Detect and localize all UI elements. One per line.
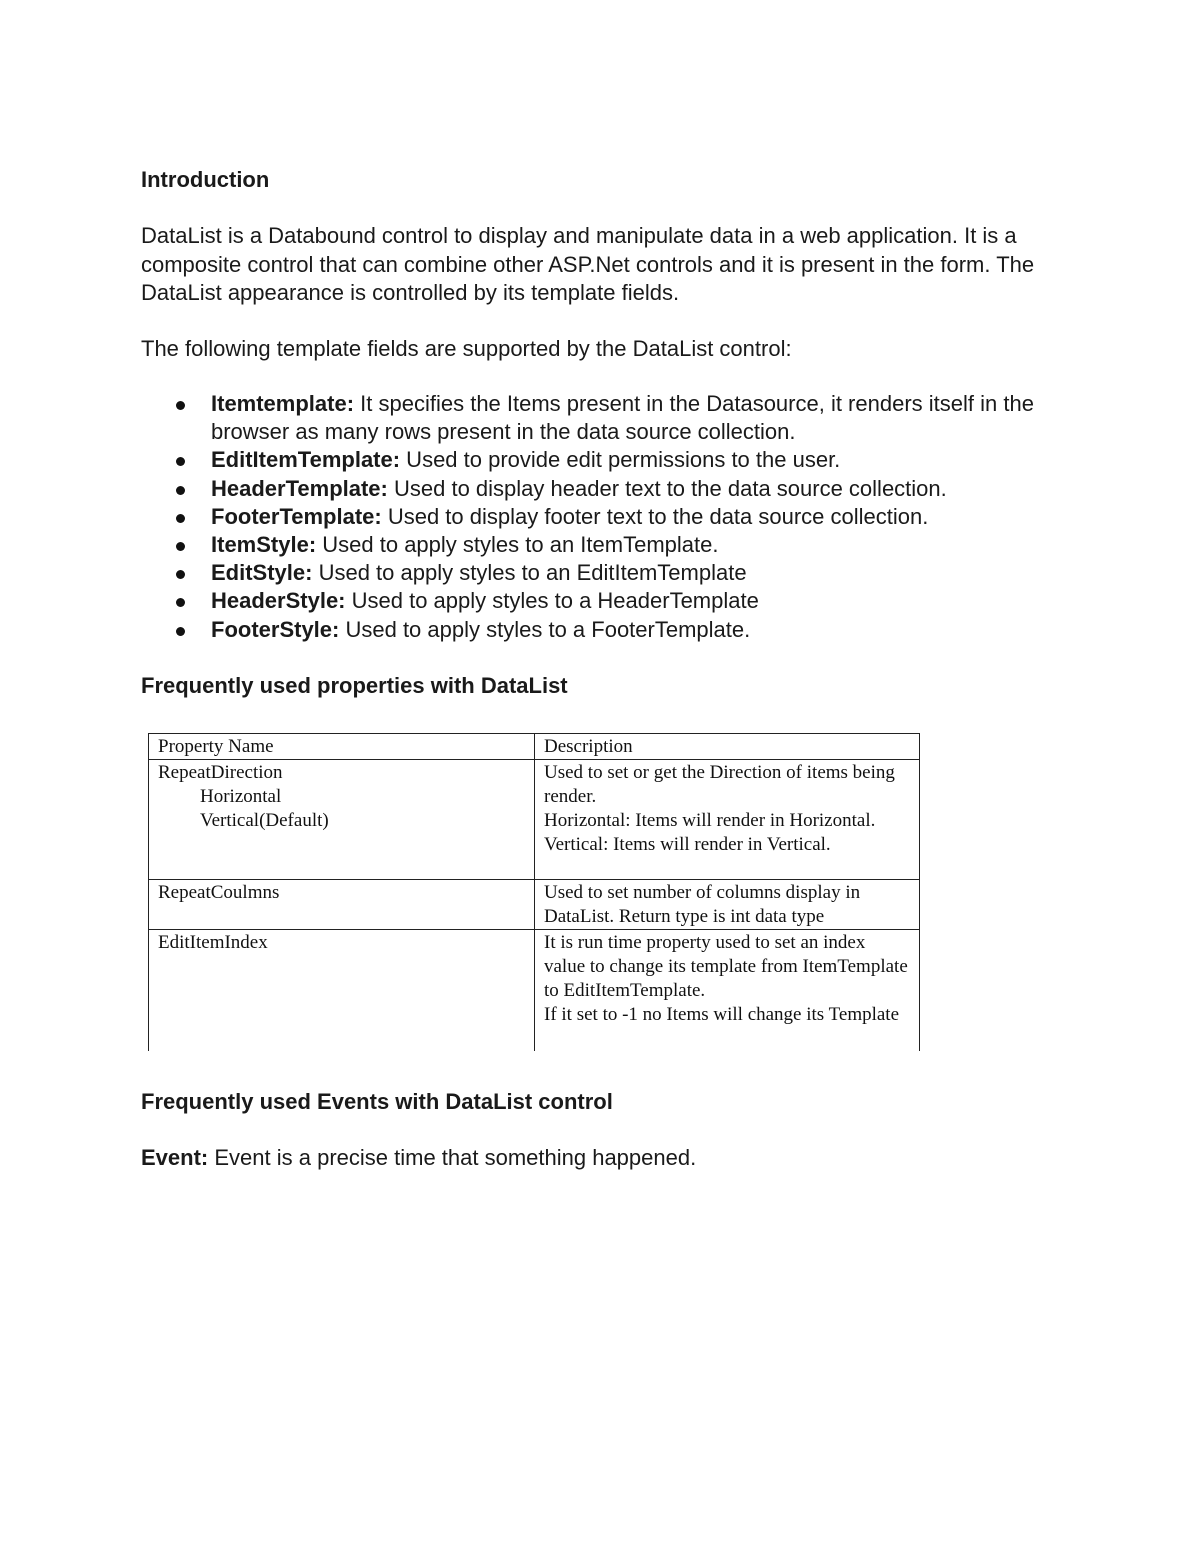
property-cell [149, 880, 535, 930]
term-description: Used to apply styles to an EditItemTemplate [312, 560, 747, 586]
term: HeaderStyle: [211, 588, 346, 614]
properties-table [148, 733, 920, 1051]
property-value-option: Vertical(Default) [200, 810, 329, 831]
bullet-icon [176, 570, 185, 579]
property-name: EditItemIndex [158, 932, 268, 953]
description-line: Used to set number of columns display in DataList. Return type is int data type [544, 882, 861, 927]
term: ItemStyle: [211, 532, 317, 558]
list-item [141, 531, 1041, 559]
property-cell [149, 930, 535, 1052]
term-description: Used to display footer text to the data source collection. [381, 503, 929, 529]
description-line: Used to set or get the Direction of items being render. [544, 762, 895, 807]
description-line: It is run time property used to set an index value to change its template from ItemTemplate to EditItemTemplate. [544, 932, 908, 1001]
term-description: It specifies the Items present in the Datasource, it renders itself in the browser as many rows present in the data source collection. [211, 391, 1034, 445]
term: HeaderTemplate: [211, 475, 388, 501]
list-item [141, 587, 1041, 615]
column-header-property-name: Property Name [149, 734, 535, 760]
list-item [141, 616, 1041, 644]
description-line: Horizontal: Items will render in Horizontal. [544, 810, 876, 831]
intro-paragraph: DataList is a Databound control to display and manipulate data in a web application. It is a composite control that can combine other ASP.Net controls and it is present in the form. The DataList appearance is controlled by its template fields. [141, 223, 1035, 305]
term: Itemtemplate: [211, 391, 355, 416]
bullet-icon [176, 486, 185, 495]
description-line: Vertical: Items will render in Vertical. [544, 834, 831, 855]
term-description: Used to provide edit permissions to the user. [400, 447, 841, 473]
term: FooterTemplate: [211, 503, 382, 529]
properties-heading: Frequently used properties with DataList [141, 673, 568, 698]
term: FooterStyle: [211, 616, 340, 642]
description-cell [535, 930, 920, 1052]
term-description: Used to display header text to the data source collection. [387, 475, 947, 501]
description-line: If it set to -1 no Items will change its Template [544, 1004, 900, 1025]
property-value-option: Horizontal [200, 786, 282, 807]
events-heading: Frequently used Events with DataList control [141, 1089, 613, 1114]
column-header-description: Description [535, 734, 920, 760]
bullet-icon [176, 542, 185, 551]
description-cell [535, 760, 920, 880]
template-fields-list [141, 390, 1041, 644]
term: Event: [141, 1145, 209, 1170]
list-item [141, 559, 1041, 587]
table-header-row [149, 734, 920, 760]
term-description: Event is a precise time that something happened. [208, 1145, 697, 1170]
event-definition [141, 1144, 696, 1173]
term-description: Used to apply styles to a FooterTemplate. [339, 616, 751, 642]
property-name: RepeatCoulmns [158, 882, 280, 903]
table-row [149, 760, 920, 880]
table-row [149, 930, 920, 1052]
list-item [141, 390, 1041, 446]
list-item [141, 446, 1041, 474]
template-fields-lead: The following template fields are supported by the DataList control: [141, 336, 792, 361]
table-row [149, 880, 920, 930]
description-cell [535, 880, 920, 930]
bullet-icon [176, 514, 185, 523]
list-item [141, 475, 1041, 503]
bullet-icon [176, 598, 185, 607]
introduction-heading: Introduction [141, 167, 270, 192]
list-item [141, 503, 1041, 531]
term: EditItemTemplate: [211, 447, 401, 473]
property-cell [149, 760, 535, 880]
bullet-icon [176, 627, 185, 636]
term-description: Used to apply styles to an ItemTemplate. [316, 532, 719, 558]
bullet-icon [176, 401, 185, 410]
term: EditStyle: [211, 560, 313, 586]
term-description: Used to apply styles to a HeaderTemplate [345, 588, 759, 614]
bullet-icon [176, 457, 185, 466]
property-name: RepeatDirection [158, 762, 283, 783]
